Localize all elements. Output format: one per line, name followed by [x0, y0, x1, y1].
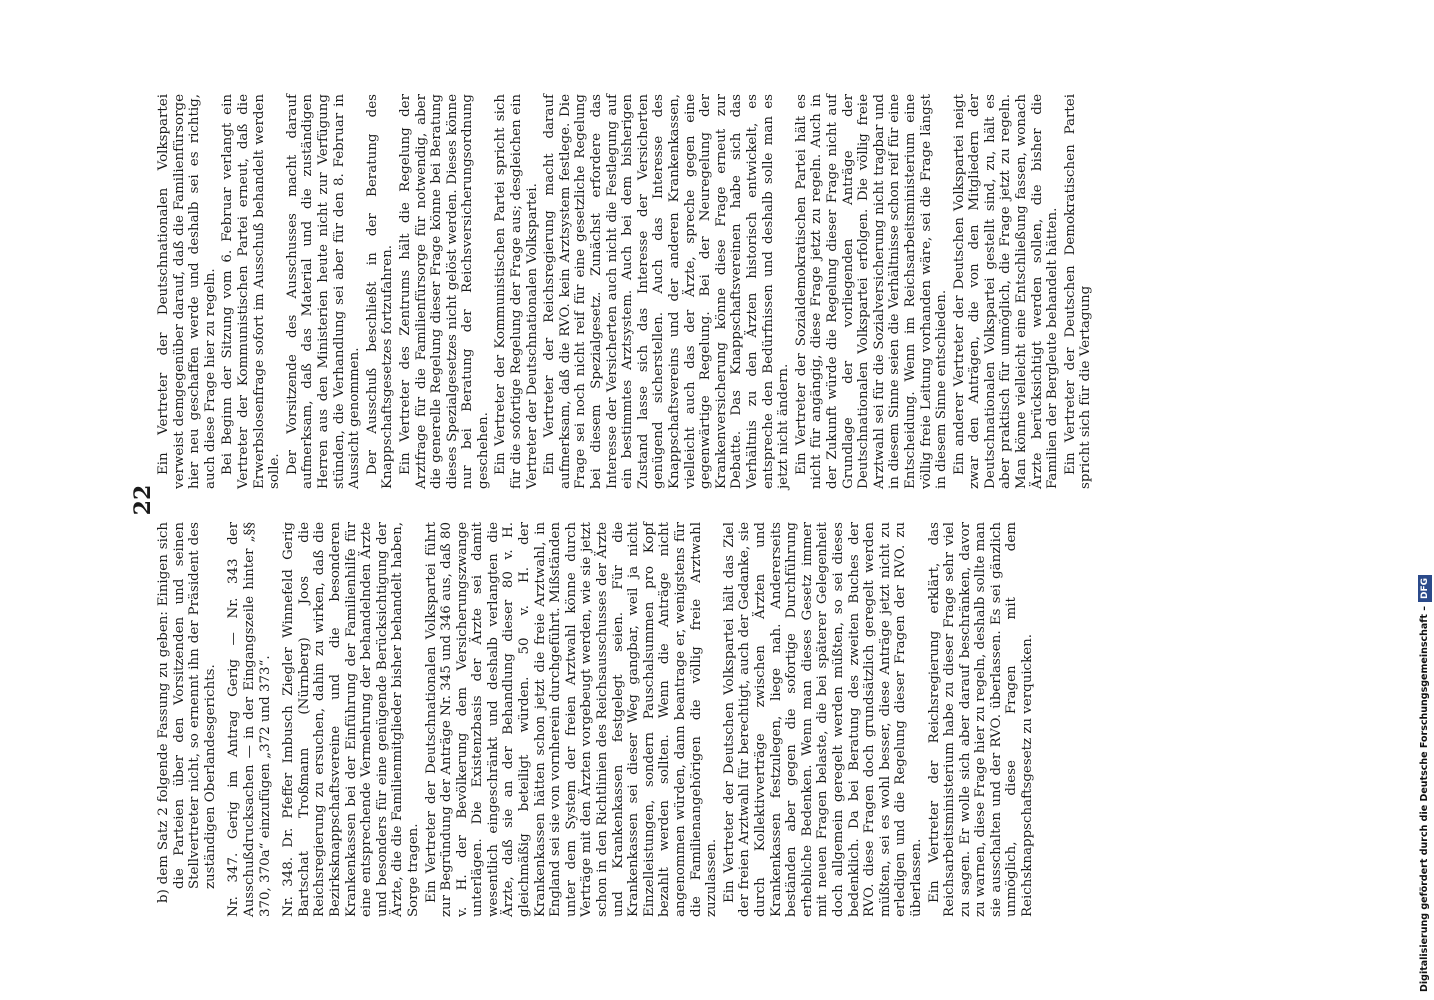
paragraph: Ein Vertreter der Reichsregierung erklärt, das Reichsarbeitsministerium habe zu dieser Frage sehr viel zu sagen. Er wolle sich aber darauf beschränken, davor zu warnen, diese Frage hier zu regeln, deshalb sollte man sie ausschalten und der RVO. überlassen. Es sei gänzlich unmöglich, diese Fragen mit dem Reichsknappschaftsgesetz zu verquicken. — [926, 522, 1036, 917]
paragraph: Ein Vertreter der Deutschen Demokratischen Partei spricht sich für die Vertagung — [1062, 94, 1094, 489]
paragraph: Ein Vertreter der Deutschnationalen Volkspartei führt zur Begründung der Anträge Nr. 345 und 346 aus, daß 80 v. H. der Bevölkerung dem Versicherungszwange unterlägen. Die Existenzbasis der Ärzte sei damit wesentlich eingeschränkt und deshalb verlangten die Ärzte, daß sie an der Behandlung dieser 80 v. H. gleichmäßig beteiligt würden. 50 v. H. der Krankenkassen hätten schon jetzt die freie Arztwahl, in England sei sie von vornherein durchgeführt. Mißständen unter dem System der freien Arztwahl könne durch Verträge mit den Ärzten vorgebeugt werden, wie sie jetzt schon in den Richtlinien des Reichsausschusses der Ärzte und Krankenkassen festgelegt seien. Für die Krankenkassen sei dieser Weg gangbar, weil ja nicht Einzelleistungen, sondern Pauschalsummen pro Kopf bezahlt werden sollten. Wenn die Anträge nicht angenommen würden, dann beantrage er, wenigstens für die Familienangehörigen die völlig freie Arztwahl zuzulassen. — [423, 522, 720, 917]
side-note-label: Digitalisierung gefördert durch die Deutsche Forschungsgemeinschaft – — [1419, 605, 1430, 992]
paragraph: Nr. 347. Gerig im Antrag Gerig — Nr. 343 der Ausschußdrucksachen — in der Eingangszeile hinter „§§ 370, 370a“ einzufügen „372 und 373“. — [226, 522, 273, 917]
paragraph: Bei Beginn der Sitzung vom 6. Februar verlangt ein Vertreter der Kommunistischen Partei erneut, daß die Erwerbslosenfrage sofort im Ausschuß behandelt werden solle. — [220, 94, 283, 489]
digitization-note — [1418, 8, 1432, 992]
paragraph: Ein Vertreter der Kommunistischen Partei spricht sich für die sofortige Regelung der Frage aus; desgleichen ein Vertreter der Deutschnationalen Volkspartei. — [493, 94, 540, 489]
paragraph: Ein anderer Vertreter der Deutschen Volkspartei neigt zwar den Anträgen, die von den Mitgliedern der Deutschnationalen Volkspartei gestellt sind, zu, hält es aber praktisch für unmöglich, die Frage jetzt zu regeln. Man könne vielleicht eine Entschließung fassen, wonach Ärzte berücksichtigt werden sollen, die bisher die Familien der Bergleute behandelt hätten. — [951, 94, 1061, 489]
paragraph: Ein Vertreter der Reichsregierung macht darauf aufmerksam, daß die RVO. kein Arztsystem festlege. Die Frage sei noch nicht reif für eine gesetzliche Regelung bei diesem Spezialgesetz. Zunächst erfordere das Interesse der Versicherten auch nicht die Festlegung auf ein bestimmtes Arztsystem. Auch bei dem bisherigen Zustand lasse sich das Interesse der Versicherten genügend sicherstellen. Auch das Interesse des Knappschaftsvereins und der anderen Krankenkassen, vielleicht auch das der Ärzte, spreche gegen eine gegenwärtige Regelung. Bei der Neuregelung der Krankenversicherung könne diese Frage erneut zur Debatte. Das Knappschaftsvereinen habe sich das Verhältnis zu den Ärzten historisch entwickelt, es entspreche den Bedürfnissen und deshalb solle man es jetzt nicht ändern. — [542, 94, 792, 489]
right-column — [156, 94, 1276, 489]
paragraph: Ein Vertreter des Zentrums hält die Regelung der Arztfrage für die Familienfürsorge für notwendig, aber die generelle Regelung dieser Frage könne bei Beratung dieses Spezialgesetzes nicht gelöst werden. Dieses könne nur bei Beratung der Reichsversicherungsordnung geschehen. — [397, 94, 491, 489]
rotated-page — [130, 75, 1290, 925]
paragraph: Der Vorsitzende des Ausschusses macht darauf aufmerksam, daß das Material und die zuständigen Herren aus den Ministerien heute nicht zur Verfügung stünden, die Verhandlung sei aber für den 8. Februar in Aussicht genommen. — [284, 94, 363, 489]
left-column — [156, 522, 1276, 917]
paragraph: Der Ausschuß beschließt in der Beratung des Knappschaftsgesetzes fortzufahren. — [364, 94, 396, 489]
dfg-logo: DFG — [1418, 575, 1432, 602]
digitization-note-text — [1418, 8, 1432, 992]
paragraph: Nr. 348. Dr. Pfeffer Imbusch Ziegler Winnefeld Gerig Bartschat Troßmann (Nürnberg) Joos die Reichsregierung zu ersuchen, dahin zu wirken, daß die Bezirksknappschaftsvereine und die besonderen Krankenkassen bei der Einführung der Familienhilfe für eine entsprechende Vermehrung der behandelnden Ärzte und besonders für eine genügende Berücksichtigung der Ärzte, die die Familienmitglieder bisher behandelt haben, Sorge tragen. — [281, 522, 421, 917]
paragraph: b) dem Satz 2 folgende Fassung zu geben: Einigen sich die Parteien über den Vorsitzenden und seinen Stellvertreter nicht, so ernennt ihn der Präsident des zuständigen Oberlandesgerichts. — [156, 522, 218, 903]
page-number: 22 — [130, 484, 156, 516]
paragraph: Ein Vertreter der Deutschen Volkspartei hält das Ziel der freien Arztwahl für berechtigt, auch der Gedanke, sie durch Kollektivverträge zwischen Ärzten und Krankenkassen festzulegen, liege nah. Andererseits beständen aber gegen die sofortige Durchführung erhebliche Bedenken. Wenn man dieses Gesetz immer mit neuen Fragen belaste, die bei späterer Gelegenheit doch allgemein geregelt werden müßten, so sei dieses bedenklich. Da bei Beratung des zweiten Buches der RVO. diese Fragen doch grundsätzlich geregelt werden müßten, sei es wohl besser, diese Anträge jetzt nicht zu erledigen und die Regelung dieser Fragen der RVO. zu überlassen. — [721, 522, 924, 917]
paragraph: Ein Vertreter der Sozialdemokratischen Partei hält es nicht für angängig, diese Frage jetzt zu regeln. Auch in der Zukunft würde die Regelung dieser Frage nicht auf Grundlage der vorliegenden Anträge der Deutschnationalen Volkspartei erfolgen. Die völlig freie Arztwahl sei für die Sozialversicherung nicht tragbar und in diesem Sinne seien die Verhältnisse schon reif für eine Entscheidung. Wenn im Reichsarbeitsministerium eine völlig freie Leitung vorhanden wäre, sei die Frage längst in diesem Sinne entschieden. — [793, 94, 950, 489]
paragraph: Ein Vertreter der Deutschnationalen Volkspartei verweist demgegenüber darauf, daß die Familienfürsorge hier neu geschaffen werde und deshalb sei es richtig, auch diese Frage hier zu regeln. — [156, 94, 218, 489]
